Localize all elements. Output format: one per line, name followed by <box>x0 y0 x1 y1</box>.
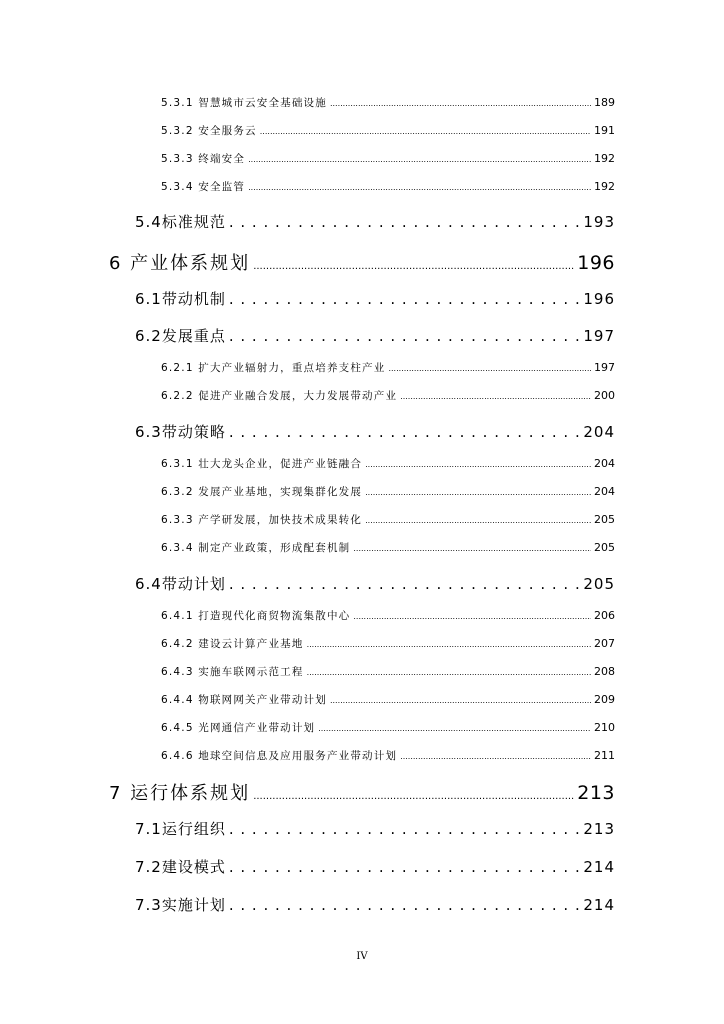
dot-leader <box>253 791 574 802</box>
toc-entry-7-1 <box>135 818 615 839</box>
toc-entry-label: 6 产业体系规划 <box>109 253 251 274</box>
toc-entry-label: 6.2.1 扩大产业辐射力，重点培养支柱产业 <box>161 362 386 374</box>
toc-entry-page: 197 <box>583 327 615 345</box>
dot-leader <box>229 213 581 231</box>
toc-entry-page: 213 <box>583 820 615 838</box>
toc-entry-6-4-6 <box>161 748 615 763</box>
toc-entry-6-1 <box>135 288 615 309</box>
toc-entry-label: 7 运行体系规划 <box>109 783 251 804</box>
toc-entry-label: 7.1运行组织 <box>135 820 226 838</box>
toc-entry-6-4 <box>135 573 615 594</box>
dot-leader <box>229 858 581 876</box>
dot-leader <box>365 488 591 497</box>
toc-entry-label: 6.3.2 发展产业基地，实现集群化发展 <box>161 486 363 498</box>
toc-entry-page: 192 <box>594 152 615 165</box>
toc-entry-6-4-5 <box>161 720 615 735</box>
dot-leader <box>353 612 591 621</box>
toc-entry-page: 191 <box>594 124 615 137</box>
dot-leader <box>229 896 581 914</box>
dot-leader <box>229 423 581 441</box>
toc-entry-6-4-2 <box>161 636 615 651</box>
toc-entry-page: 209 <box>594 693 615 706</box>
dot-leader <box>229 327 581 345</box>
toc-entry-label: 5.3.1 智慧城市云安全基础设施 <box>161 97 327 109</box>
toc-entry-chapter-6 <box>109 249 615 275</box>
dot-leader <box>248 155 591 164</box>
toc-entry-label: 6.3.4 制定产业政策，形成配套机制 <box>161 542 351 554</box>
toc-entry-label: 6.4.6 地球空间信息及应用服务产业带动计划 <box>161 750 398 762</box>
toc-entry-5-3-1 <box>161 95 615 110</box>
toc-entry-page: 208 <box>594 665 615 678</box>
toc-entry-label: 6.3.3 产学研发展，加快技术成果转化 <box>161 514 363 526</box>
toc-entry-label: 6.3带动策略 <box>135 423 226 441</box>
dot-leader <box>229 575 581 593</box>
toc-entry-page: 189 <box>594 96 615 109</box>
toc-entry-label: 6.4.4 物联网网关产业带动计划 <box>161 694 327 706</box>
toc-entry-6-2 <box>135 325 615 346</box>
toc-entry-label: 5.4标准规范 <box>135 213 226 231</box>
toc-entry-page: 214 <box>583 896 615 914</box>
toc-entry-6-2-2 <box>161 388 615 403</box>
toc-entry-chapter-7 <box>109 779 615 805</box>
dot-leader <box>253 261 574 272</box>
toc-entry-label: 6.4.3 实施车联网示范工程 <box>161 666 304 678</box>
dot-leader <box>229 290 581 308</box>
toc-entry-page: 205 <box>594 541 615 554</box>
dot-leader <box>307 668 591 677</box>
toc-entry-6-3-3 <box>161 512 615 527</box>
toc-entry-7-3 <box>135 894 615 915</box>
toc-entry-page: 204 <box>594 457 615 470</box>
toc-entry-page: 197 <box>594 361 615 374</box>
toc-entry-6-4-1 <box>161 608 615 623</box>
toc-entry-label: 7.2建设模式 <box>135 858 226 876</box>
toc-entry-label: 7.3实施计划 <box>135 896 226 914</box>
dot-leader <box>353 544 591 553</box>
dot-leader <box>365 516 591 525</box>
dot-leader <box>365 460 591 469</box>
toc-entry-page: 204 <box>594 485 615 498</box>
toc-entry-page: 207 <box>594 637 615 650</box>
toc-entry-page: 205 <box>594 513 615 526</box>
toc-entry-page: 192 <box>594 180 615 193</box>
toc-entry-page: 211 <box>594 749 615 762</box>
toc-entry-page: 193 <box>583 213 615 231</box>
dot-leader <box>388 364 591 373</box>
dot-leader <box>330 696 591 705</box>
toc-entry-7-2 <box>135 856 615 877</box>
toc-entry-label: 6.2.2 促进产业融合发展，大力发展带动产业 <box>161 390 398 402</box>
toc-entry-page: 206 <box>594 609 615 622</box>
toc-entry-label: 6.4.2 建设云计算产业基地 <box>161 638 304 650</box>
toc-entry-page: 213 <box>577 782 615 804</box>
toc-entry-5-4 <box>135 211 615 232</box>
toc-entry-6-4-3 <box>161 664 615 679</box>
toc-entry-6-3-1 <box>161 456 615 471</box>
toc-entry-label: 5.3.4 安全监管 <box>161 181 246 193</box>
toc-entry-label: 6.2发展重点 <box>135 327 226 345</box>
toc-entry-label: 6.4.1 打造现代化商贸物流集散中心 <box>161 610 351 622</box>
toc-entry-6-4-4 <box>161 692 615 707</box>
toc-entry-page: 205 <box>583 575 615 593</box>
toc-entry-label: 6.4带动计划 <box>135 575 226 593</box>
toc-entry-page: 204 <box>583 423 615 441</box>
toc-entry-label: 5.3.3 终端安全 <box>161 153 246 165</box>
toc-entry-6-2-1 <box>161 360 615 375</box>
toc-entry-page: 196 <box>583 290 615 308</box>
toc-entry-label: 6.1带动机制 <box>135 290 226 308</box>
dot-leader <box>400 752 591 761</box>
dot-leader <box>260 127 591 136</box>
toc-entry-6-3-2 <box>161 484 615 499</box>
toc-entry-label: 5.3.2 安全服务云 <box>161 125 257 137</box>
toc-entry-page: 214 <box>583 858 615 876</box>
toc-entry-label: 6.4.5 光网通信产业带动计划 <box>161 722 316 734</box>
toc-entry-page: 200 <box>594 389 615 402</box>
toc-entry-5-3-3 <box>161 151 615 166</box>
dot-leader <box>330 99 591 108</box>
dot-leader <box>318 724 591 733</box>
dot-leader <box>307 640 591 649</box>
toc-entry-page: 196 <box>577 252 615 274</box>
footer-page-number: IV <box>356 951 368 962</box>
dot-leader <box>400 392 591 401</box>
toc-entry-6-3 <box>135 421 615 442</box>
toc-entry-page: 210 <box>594 721 615 734</box>
dot-leader <box>229 820 581 838</box>
toc-entry-6-3-4 <box>161 540 615 555</box>
toc-entry-5-3-2 <box>161 123 615 138</box>
toc-entry-label: 6.3.1 壮大龙头企业，促进产业链融合 <box>161 458 363 470</box>
toc-entry-5-3-4 <box>161 179 615 194</box>
dot-leader <box>248 183 591 192</box>
